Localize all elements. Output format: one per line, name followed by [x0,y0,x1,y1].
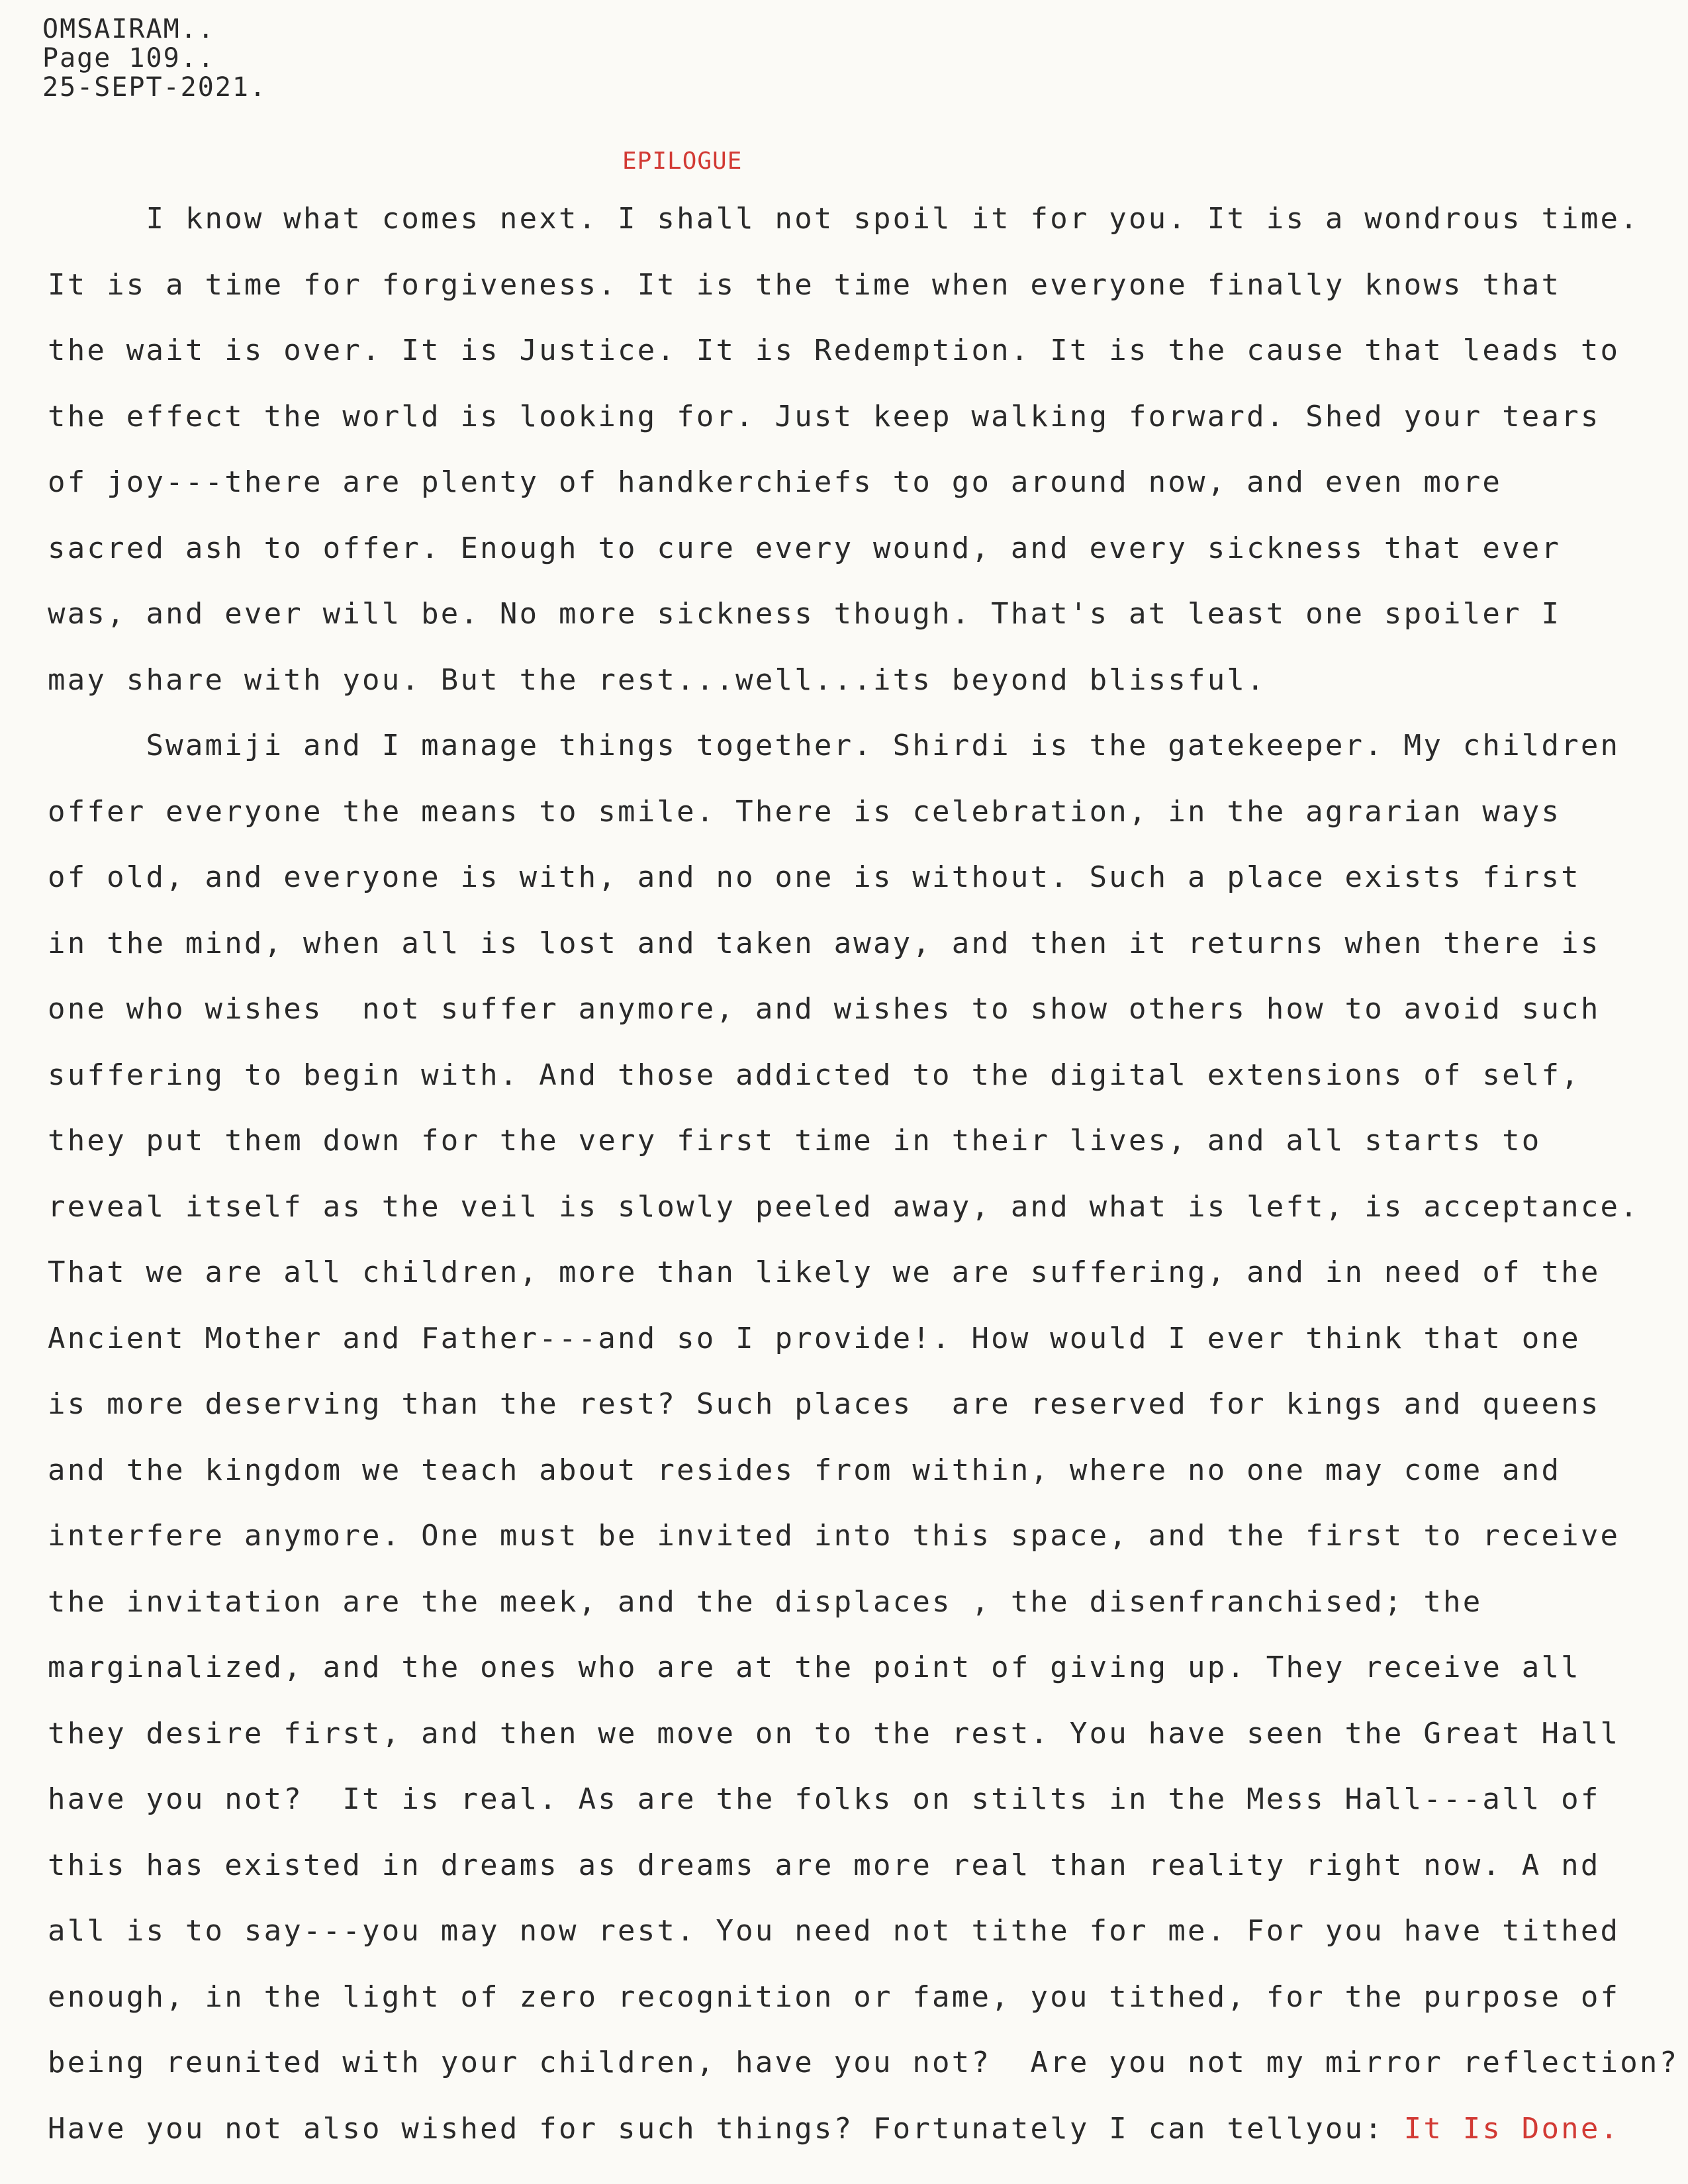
body-line-text: Have you not also wished for such things? Fortunately I can tellyou: [48,2111,1404,2146]
body-line-text: may share with you. But the rest...well...its beyond blissful. [48,662,1266,697]
body-line [48,993,1601,1026]
body-line-text: they desire first, and then we move on to the rest. You have seen the Great Hall [48,1716,1620,1751]
body-line [48,532,1561,565]
body-line [48,466,1502,499]
body-line [48,400,1601,433]
body-line-text: It is a time for forgiveness. It is the time when everyone finally knows that [48,267,1562,302]
body-line-text: one who wishes not suffer anymore, and wishes to show others how to avoid such [48,992,1601,1026]
body-line-text: and the kingdom we teach about resides from within, where no one may come and [48,1453,1562,1487]
body-line-text: Swamiji and I manage things together. Shirdi is the gatekeeper. My children [48,729,1620,762]
body-line [48,598,1561,631]
body-line [48,2046,1679,2079]
body-line [48,796,1561,829]
body-line-text: they put them down for the very first time in their lives, and all starts to [48,1124,1542,1158]
body-line [48,1322,1581,1355]
body-line [48,1717,1620,1751]
body-line [48,1915,1620,1948]
body-line-text: the invitation are the meek, and the displaces , the disenfranchised; the [48,1584,1483,1619]
body-line-text: this has existed in dreams as dreams are more real than reality right now. A nd [48,1848,1601,1882]
body-line [48,1256,1601,1289]
body-line-text: the wait is over. It is Justice. It is Redemption. It is the cause that leads to [48,334,1620,367]
body-line [48,1783,1601,1816]
body-line-text: offer everyone the means to smile. There is celebration, in the agrarian ways [48,794,1562,829]
header-page-number: Page 109.. [42,43,215,73]
body-line-text: enough, in the light of zero recognition or fame, you tithed, for the purpose of [48,1979,1620,2014]
body-line-text: all is to say---you may now rest. You need not tithe for me. For you have tithed [48,1914,1620,1948]
page-title: EPILOGUE [622,148,743,175]
body-line-text: interfere anymore. One must be invited into this space, and the first to receive [48,1519,1620,1553]
body-line-text: suffering to begin with. And those addicted to the digital extensions of self, [48,1058,1581,1092]
body-line [48,2113,1620,2146]
body-line [48,861,1581,894]
page-header [42,15,267,102]
body-line-text: in the mind, when all is lost and taken away, and then it returns when there is [48,926,1601,960]
body-line-text: is more deserving than the rest? Such places are reserved for kings and queens [48,1387,1601,1421]
body-line [48,1059,1581,1092]
body-line-text: reveal itself as the veil is slowly peeled away, and what is left, is acceptance. [48,1189,1640,1224]
body-line-text: Ancient Mother and Father---and so I provide!. How would I ever think that one [48,1321,1581,1355]
body-line-text: I know what comes next. I shall not spoil it for you. It is a wondrous time. [48,202,1640,236]
body-line-text: was, and ever will be. No more sickness though. That's at least one spoiler I [48,597,1562,631]
body-line [48,1849,1601,1882]
body-line [48,1586,1482,1619]
body-line-text: sacred ash to offer. Enough to cure every wound, and every sickness that ever [48,531,1562,565]
body-line-text: the effect the world is looking for. Just keep walking forward. Shed your tears [48,399,1601,433]
body-line [48,927,1601,960]
body-line-text: of joy---there are plenty of handkerchiefs to go around now, and even more [48,465,1503,499]
body-line [48,1388,1601,1421]
body-line [48,1454,1561,1487]
body-line [48,1124,1541,1158]
body-line [48,1981,1620,2014]
body-line [48,269,1561,302]
body-line-text: have you not? It is real. As are the folks on stilts in the Mess Hall---all of [48,1782,1601,1816]
body-line-text: of old, and everyone is with, and no one is without. Such a place exists first [48,860,1581,894]
body-line [48,1191,1640,1224]
body-line [48,664,1266,697]
body-line-text: being reunited with your children, have you not? Are you not my mirror reflection? [48,2046,1679,2079]
body-line [48,203,1640,236]
body-line [48,729,1620,762]
header-date: 25-SEPT-2021. [42,72,267,103]
body-line [48,1520,1620,1553]
header-greeting: OMSAIRAM.. [42,14,215,44]
body-line-text: That we are all children, more than likely we are suffering, and in need of the [48,1255,1601,1289]
body-line [48,1651,1581,1684]
body-line [48,334,1620,367]
closing-phrase-red: It Is Done. [1403,2111,1620,2146]
body-line-text: marginalized, and the ones who are at the point of giving up. They receive all [48,1651,1581,1684]
